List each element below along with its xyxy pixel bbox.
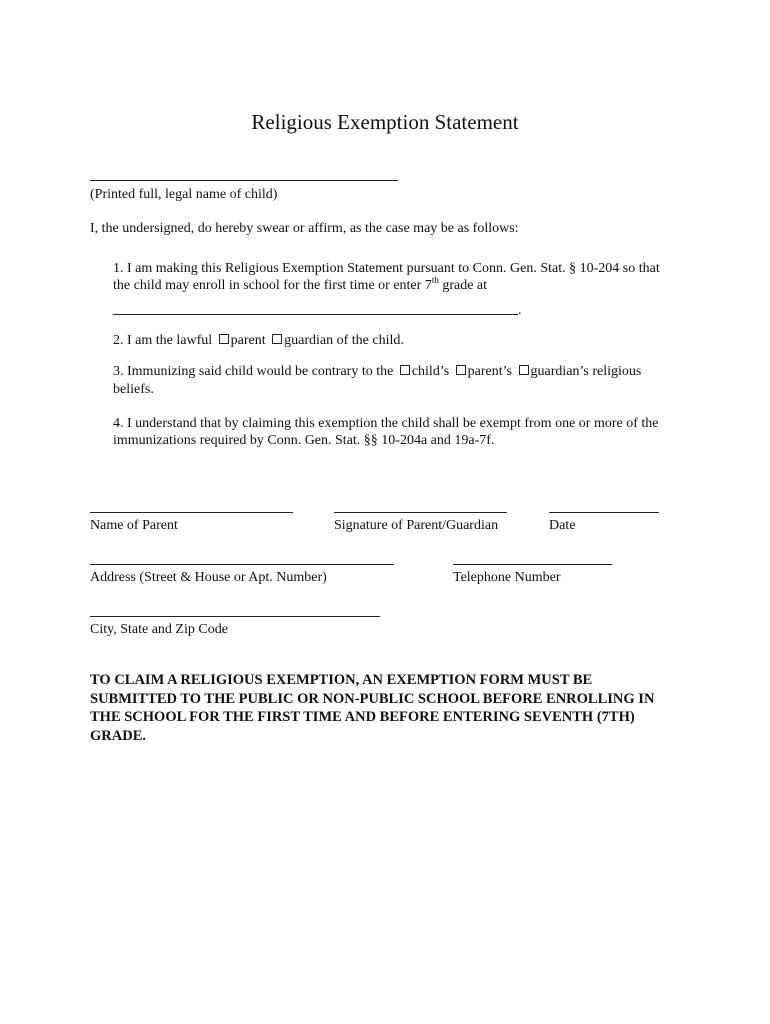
- date-field[interactable]: [549, 512, 659, 513]
- city-state-zip-label: City, State and Zip Code: [90, 622, 228, 637]
- telephone-field[interactable]: [453, 564, 612, 565]
- item-1-text: the child may enroll in school for the first time or enter 7: [113, 278, 432, 293]
- signature-field[interactable]: [334, 512, 507, 513]
- item-1-grade-text: grade at: [438, 278, 488, 293]
- address-label: Address (Street & House or Apt. Number): [90, 570, 327, 585]
- child-option-label: child’s: [411, 364, 453, 379]
- signature-label: Signature of Parent/Guardian: [334, 518, 499, 533]
- item-4-line-1: 4. I understand that by claiming this exemption the child shall be exempt from one or more of the: [113, 416, 659, 431]
- city-state-zip-field[interactable]: [90, 616, 380, 617]
- parent-religion-label: parent’s: [467, 364, 516, 379]
- item-2-text: 2. I am the lawful: [113, 333, 216, 348]
- item-1-line-2: [113, 277, 487, 295]
- item-3-line-2: beliefs.: [113, 382, 154, 397]
- guardian-checkbox[interactable]: [272, 334, 282, 344]
- child-religion-checkbox[interactable]: [400, 365, 410, 375]
- parent-checkbox[interactable]: [219, 334, 229, 344]
- parent-option-label: parent: [230, 333, 270, 348]
- item-1-period: .: [518, 303, 522, 318]
- parent-name-field[interactable]: [90, 512, 293, 513]
- exemption-warning: TO CLAIM A RELIGIOUS EXEMPTION, AN EXEMPTION FORM MUST BE SUBMITTED TO THE PUBLIC OR NON-PUBLIC SCHOOL BEFORE ENROLLING IN THE SCHOOL FOR THE FIRST TIME AND BEFORE ENTERING SEVENTH (7TH) GRADE.: [90, 672, 655, 744]
- document-title: Religious Exemption Statement: [251, 110, 519, 134]
- item-3-text: 3. Immunizing said child would be contrary to the: [113, 364, 397, 379]
- date-label: Date: [549, 518, 576, 533]
- parent-name-label: Name of Parent: [90, 518, 178, 533]
- address-field[interactable]: [90, 564, 394, 565]
- guardian-religion-label: guardian’s religious: [530, 364, 642, 379]
- item-4-line-2: immunizations required by Conn. Gen. Stat. §§ 10-204a and 19a-7f.: [113, 433, 495, 448]
- guardian-religion-checkbox[interactable]: [519, 365, 529, 375]
- item-1-line-1: 1. I am making this Religious Exemption Statement pursuant to Conn. Gen. Stat. § 10-204 so that: [113, 261, 660, 276]
- superscript-th: th: [431, 275, 439, 285]
- parent-religion-checkbox[interactable]: [456, 365, 466, 375]
- guardian-option-label: guardian of the child.: [284, 333, 404, 348]
- intro-statement: I, the undersigned, do hereby swear or affirm, as the case may be as follows:: [90, 221, 519, 236]
- item-2: [113, 332, 404, 350]
- school-name-field[interactable]: [113, 314, 518, 315]
- child-name-field[interactable]: [90, 180, 398, 181]
- item-3-line-1: [113, 363, 641, 381]
- telephone-label: Telephone Number: [453, 570, 561, 585]
- child-name-caption: (Printed full, legal name of child): [90, 187, 278, 202]
